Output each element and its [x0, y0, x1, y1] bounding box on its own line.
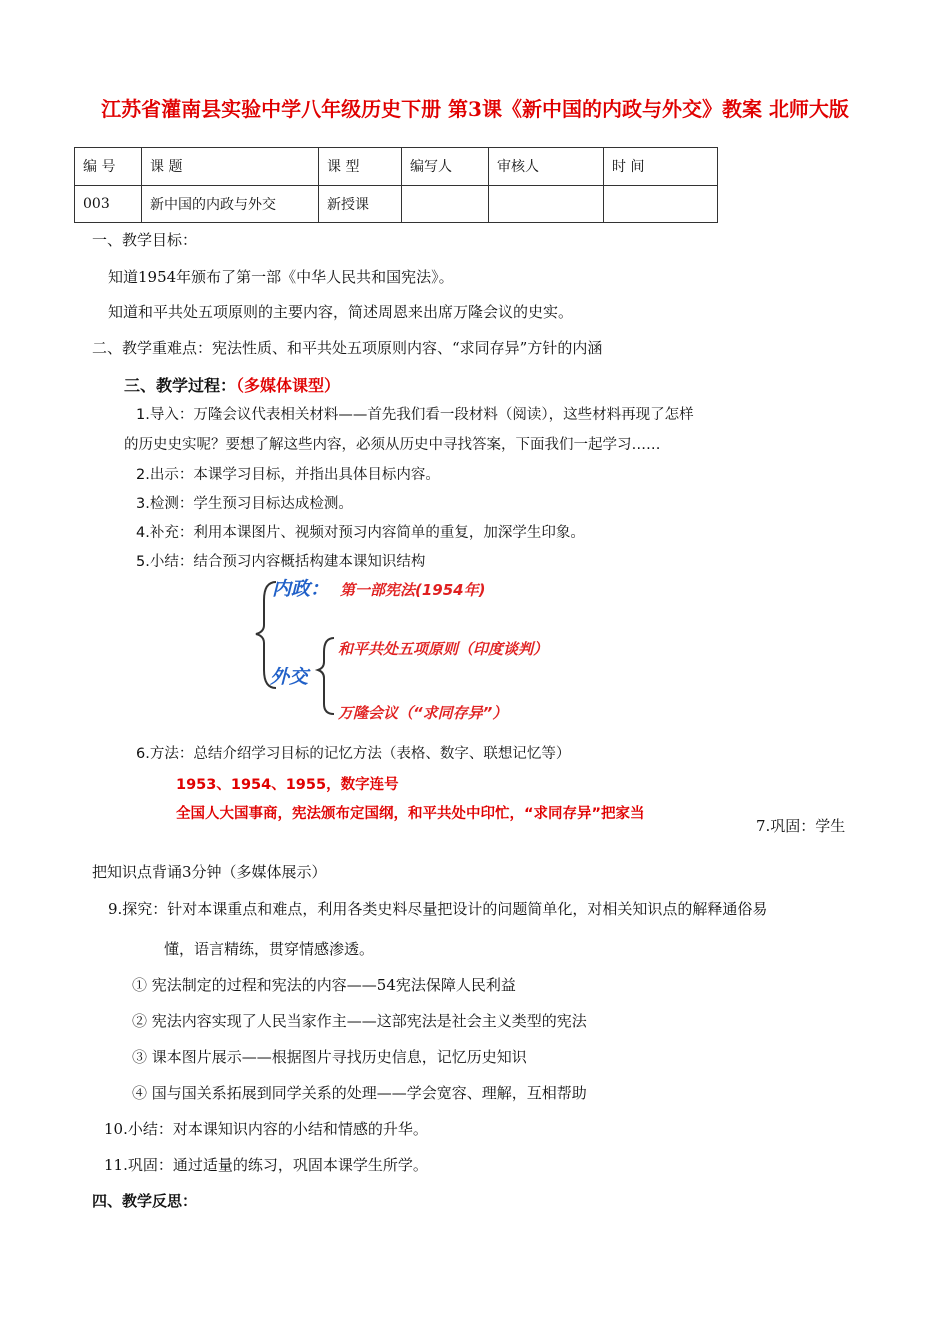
- step-6: 6.方法：总结介绍学习目标的记忆方法（表格、数字、联想记忆等）: [136, 746, 571, 762]
- cell-topic: 新中国的内政与外交: [142, 185, 319, 223]
- section-process-heading: [124, 373, 340, 396]
- mnemonic-verse: 全国人大国事商，宪法颁布定国纲，和平共处中印忙，“求同存异”把家当: [176, 806, 645, 822]
- objective-item: 知道1954年颁布了第一部《中华人民共和国宪法》。: [108, 268, 454, 286]
- step-5: 5.小结：结合预习内容概括构建本课知识结构: [136, 554, 426, 570]
- section-key-points: 二、教学重难点：宪法性质、和平共处五项原则内容、“求同存异”方针的内涵: [92, 339, 603, 357]
- step-11: 11.巩固：通过适量的练习，巩固本课学生所学。: [104, 1156, 428, 1174]
- header-type: 课 型: [319, 148, 402, 186]
- inquiry-item: ④ 国与国关系拓展到同学关系的处理——学会宽容、理解，互相帮助: [132, 1084, 587, 1102]
- map-foreign-item: 和平共处五项原则（印度谈判）: [338, 640, 549, 658]
- step-7-line-2: 把知识点背诵3分钟（多媒体展示）: [92, 863, 327, 881]
- map-foreign-item: 万隆会议（“求同存异”）: [338, 704, 508, 722]
- step-9-line-1: 9.探究：针对本课重点和难点，利用各类史料尽量把设计的问题简单化，对相关知识点的解释通俗易: [108, 900, 768, 918]
- mnemonic-numbers: 1953、1954、1955，数字连号: [176, 777, 399, 793]
- header-topic: 课 题: [142, 148, 319, 186]
- process-heading-type: （多媒体课型）: [236, 376, 341, 395]
- step-3: 3.检测：学生预习目标达成检测。: [136, 496, 353, 512]
- cell-reviewer: [489, 185, 604, 223]
- process-heading-text: 三、教学过程：: [124, 376, 237, 395]
- lesson-info-table: [74, 147, 718, 223]
- map-foreign-label: 外交: [270, 666, 309, 688]
- step-7-line-1: 7.巩固：学生: [756, 817, 846, 835]
- cell-author: [402, 185, 489, 223]
- header-author: 编写人: [402, 148, 489, 186]
- cell-type: 新授课: [319, 185, 402, 223]
- map-domestic-item: 第一部宪法(1954年): [340, 581, 486, 599]
- inquiry-item: ② 宪法内容实现了人民当家作主——这部宪法是社会主义类型的宪法: [132, 1012, 587, 1030]
- step-9-line-2: 懂，语言精练，贯穿情感渗透。: [164, 940, 375, 958]
- document-title: 江苏省灌南县实验中学八年级历史下册 第3课《新中国的内政与外交》教案 北师大版: [101, 97, 849, 121]
- section-objectives-heading: 一、教学目标：: [92, 231, 198, 249]
- cell-time: [604, 185, 718, 223]
- table-header-row: [75, 148, 718, 186]
- step-10: 10.小结：对本课知识内容的小结和情感的升华。: [104, 1120, 428, 1138]
- step-1-line-2: 的历史史实呢？要想了解这些内容，必须从历史中寻找答案，下面我们一起学习……: [124, 437, 661, 453]
- cell-number: 003: [75, 185, 142, 223]
- header-reviewer: 审核人: [489, 148, 604, 186]
- step-4: 4.补充：利用本课图片、视频对预习内容简单的重复，加深学生印象。: [136, 525, 585, 541]
- objective-item: 知道和平共处五项原则的主要内容，简述周恩来出席万隆会议的史实。: [108, 303, 574, 321]
- step-1-line-1: 1.导入：万隆会议代表相关材料——首先我们看一段材料（阅读），这些材料再现了怎样: [136, 407, 694, 423]
- table-row: [75, 185, 718, 223]
- section-reflection-heading: 四、教学反思：: [92, 1192, 198, 1210]
- header-time: 时 间: [604, 148, 718, 186]
- step-2: 2.出示：本课学习目标，并指出具体目标内容。: [136, 467, 440, 483]
- map-domestic-label: 内政：: [272, 578, 330, 600]
- inquiry-item: ① 宪法制定的过程和宪法的内容——54宪法保障人民利益: [132, 976, 516, 994]
- knowledge-structure-map: [250, 570, 650, 730]
- header-number: 编 号: [75, 148, 142, 186]
- inquiry-item: ③ 课本图片展示——根据图片寻找历史信息，记忆历史知识: [132, 1048, 527, 1066]
